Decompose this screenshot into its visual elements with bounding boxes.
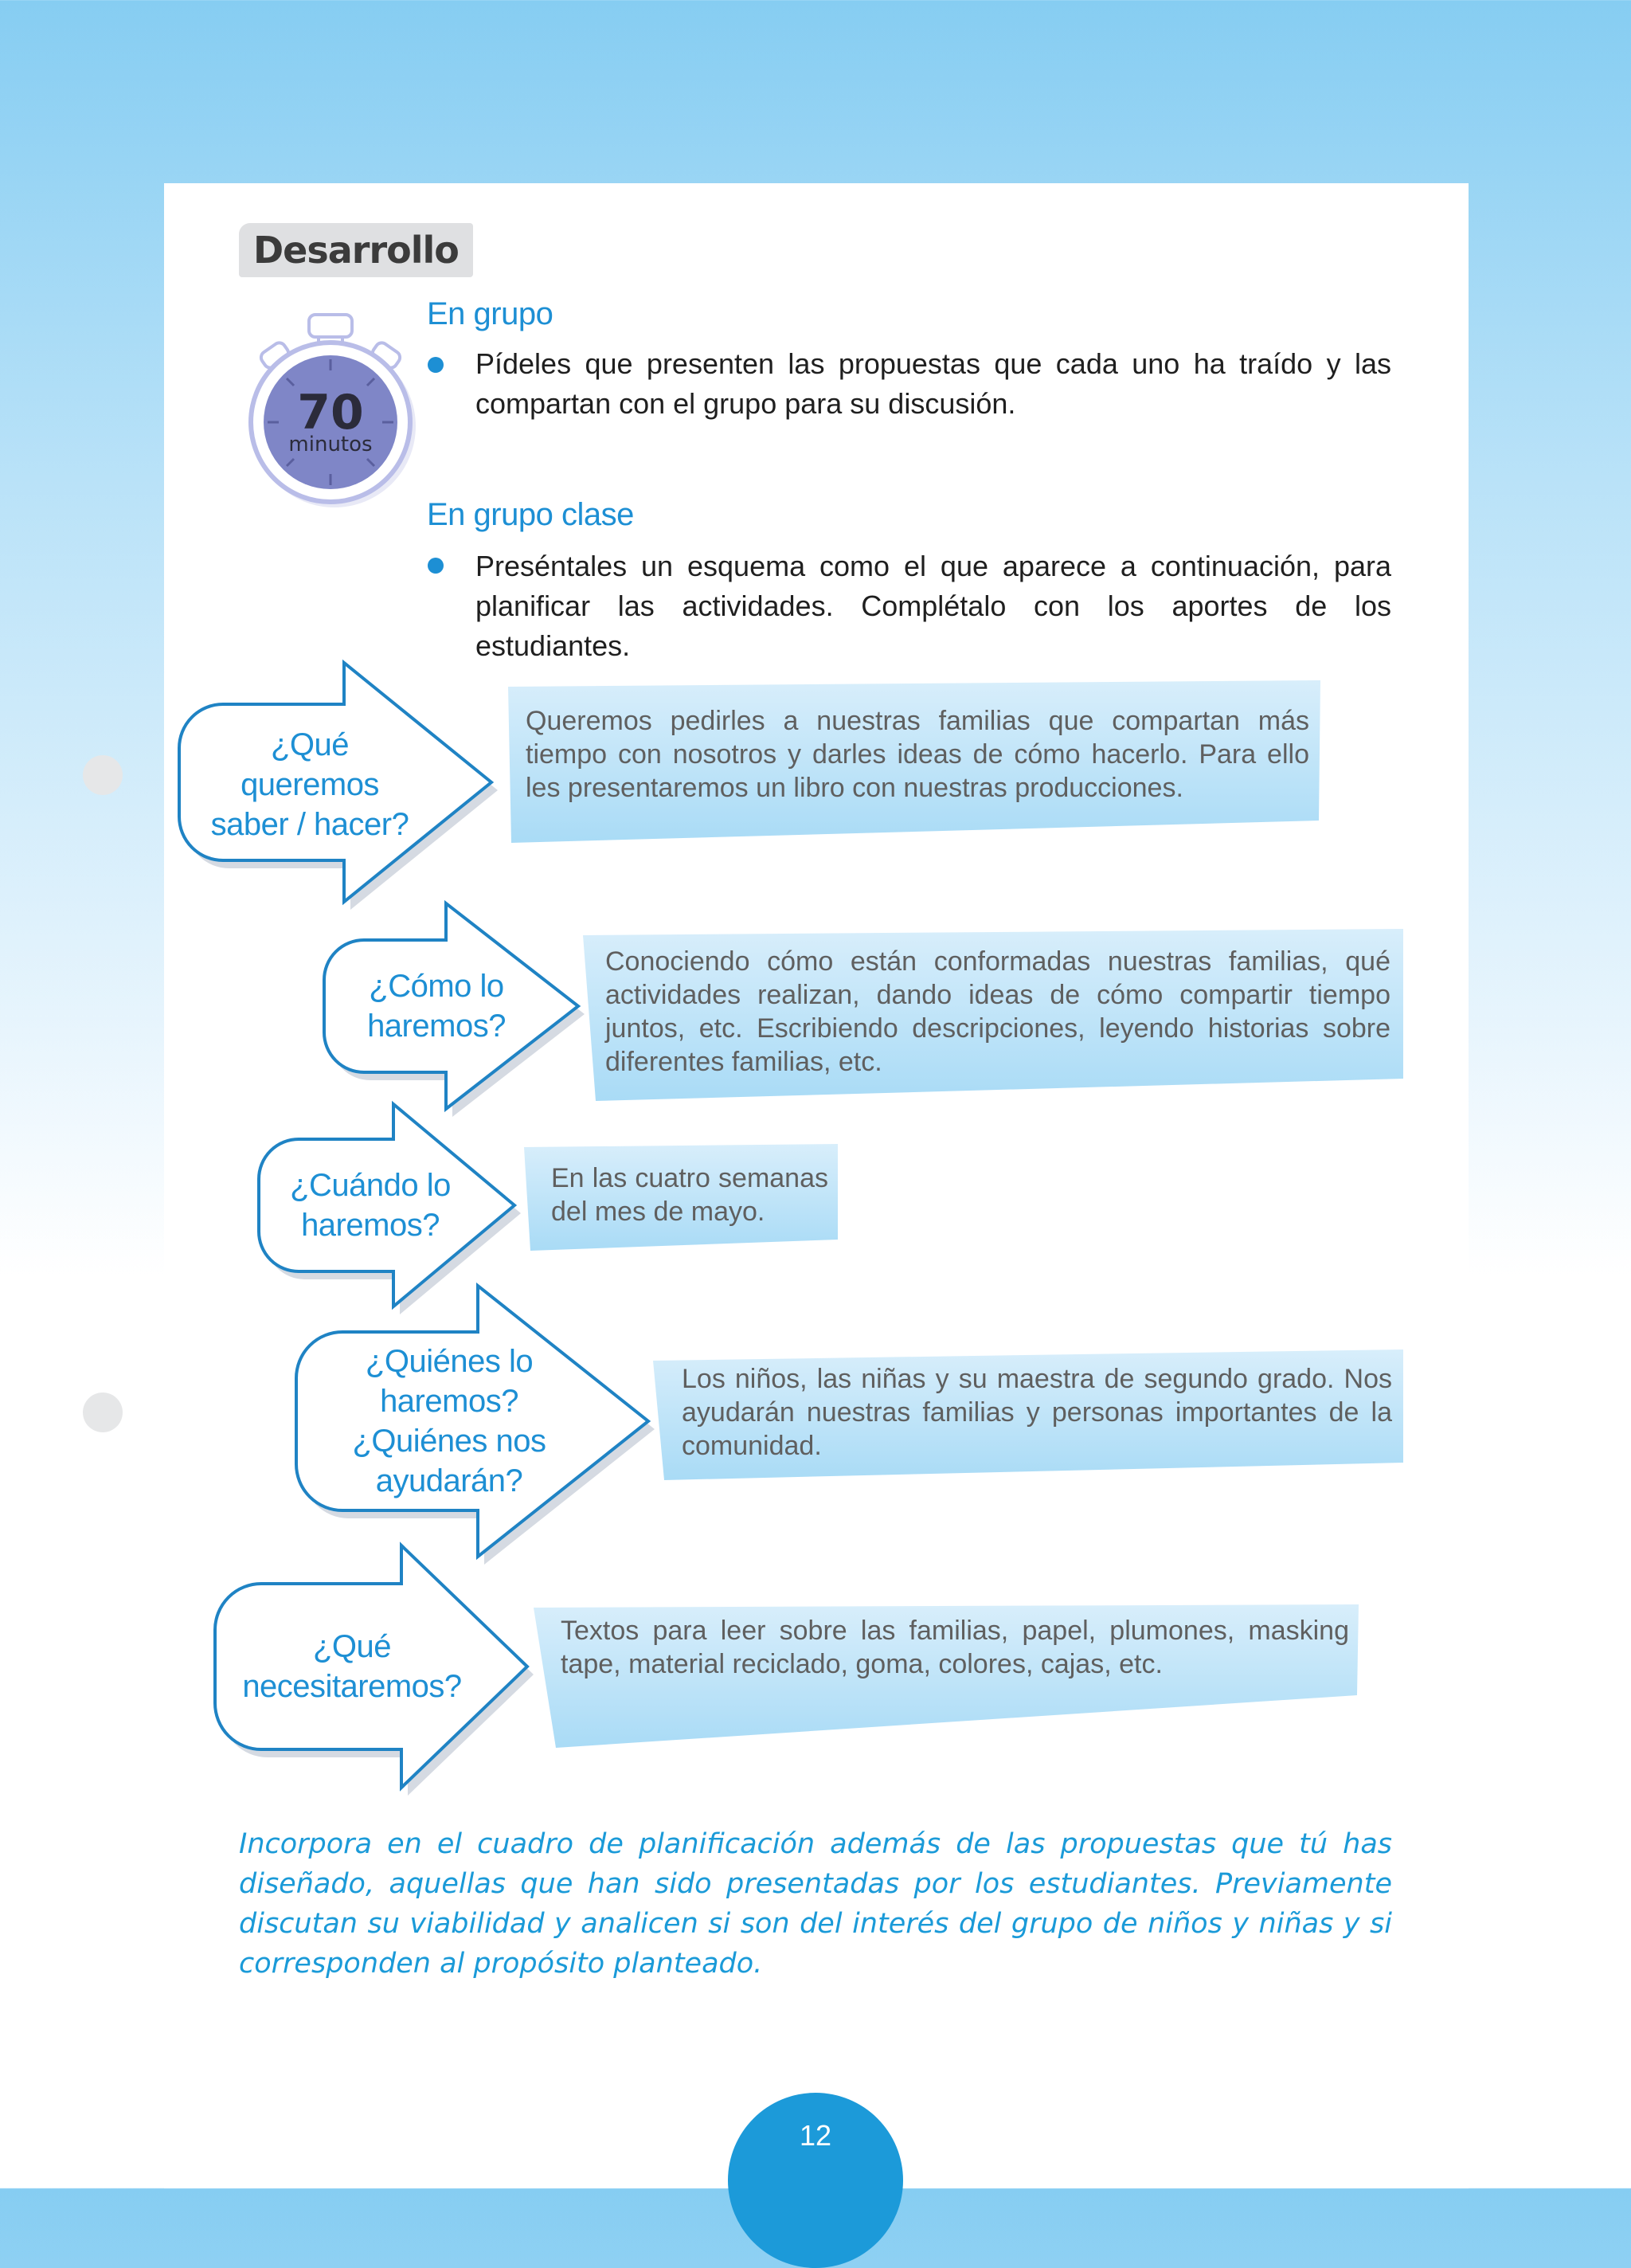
paragraph-en-grupo-clase: Preséntales un esquema como el que aparece a continuación, para planificar las actividades. Complétalo con los aportes de los estudiantes. [475, 550, 1391, 662]
answer-box [580, 927, 1405, 1103]
bullet-icon [428, 558, 444, 574]
bullet-icon [428, 357, 444, 373]
answer-text: En las cuatro semanas del mes de mayo. [551, 1163, 828, 1227]
question-label: ¿Cómo lo haremos? [367, 969, 506, 1044]
subheading-en-grupo-clase: En grupo clase [427, 497, 634, 532]
question-arrow [212, 1542, 530, 1791]
answer-box [532, 1601, 1360, 1749]
binder-hole [83, 1393, 123, 1432]
subheading-en-grupo: En grupo [427, 296, 553, 331]
question-label: ¿Qué queremos saber / hacer? [210, 727, 409, 842]
binder-hole [83, 755, 123, 795]
section-label: Desarrollo [239, 223, 473, 277]
timer-unit: minutos [288, 433, 373, 456]
answer-box [650, 1348, 1405, 1482]
teacher-note: Incorpora en el cuadro de planificación además de las propuestas que tú has diseñado, aquellas que han sido presentadas por los estudiantes. Previamente discutan su viabilidad y analicen si son del interés del grupo de niños y niñas y si corresponden al propósito planteado. [239, 1828, 1392, 1980]
question-arrow [293, 1283, 651, 1560]
timer-number: 70 [297, 385, 364, 441]
question-label: ¿Quiénes lo haremos? ¿Quiénes nos ayudarán? [352, 1344, 546, 1498]
timer-icon [239, 307, 422, 514]
question-arrow [177, 658, 495, 907]
answer-text: Los niños, las niñas y su maestra de segundo grado. Nos ayudarán nuestras familias y personas importantes de la comunidad. [682, 1364, 1392, 1461]
answer-box [522, 1141, 839, 1252]
question-arrow [255, 1101, 518, 1310]
paragraph-en-grupo: Pídeles que presenten las propuestas que cada uno ha traído y las compartan con el grupo para su discusión. [475, 347, 1391, 420]
page-number: 12 [799, 2119, 832, 2152]
answer-text: Queremos pedirles a nuestras familias que compartan más tiempo con nosotros y darles ideas de cómo hacerlo. Para ello les presentaremos un libro con nuestras producciones. [526, 706, 1309, 803]
answer-text: Textos para leer sobre las familias, papel, plumones, masking tape, material reciclado, goma, colores, cajas, etc. [561, 1616, 1349, 1679]
answer-box [497, 677, 1322, 844]
question-label: ¿Cuándo lo haremos? [290, 1168, 451, 1243]
question-label: ¿Qué necesitaremos? [242, 1629, 462, 1704]
answer-text: Conociendo cómo están conformadas nuestras familias, qué actividades realizan, dando ideas de cómo compartir tiempo juntos, etc. Escribiendo descripciones, leyendo historias sobre diferentes familias, etc. [605, 946, 1390, 1077]
question-arrow [320, 900, 583, 1112]
